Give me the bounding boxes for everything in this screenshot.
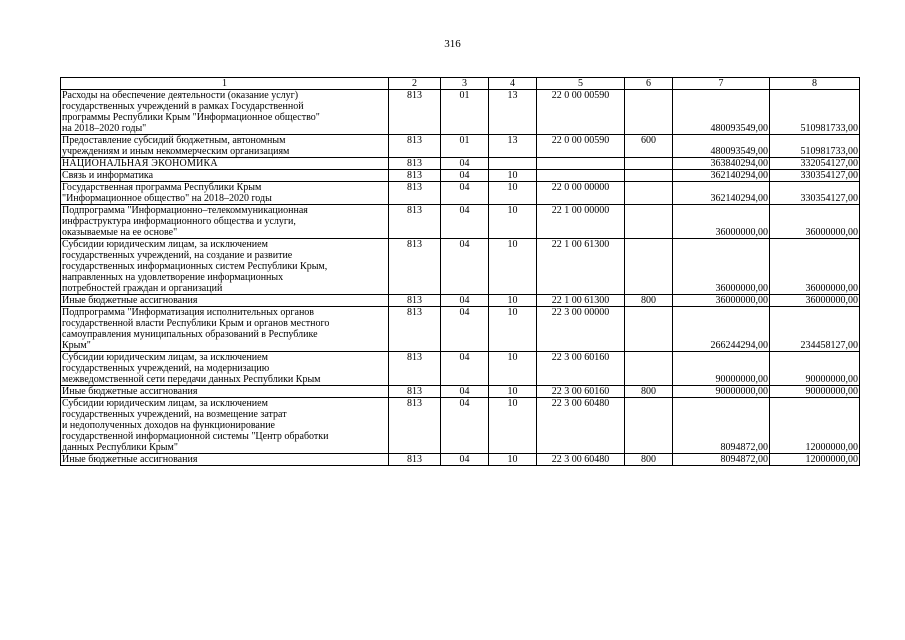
row-description bbox=[61, 158, 389, 170]
description-line: НАЦИОНАЛЬНАЯ ЭКОНОМИКА bbox=[62, 158, 218, 169]
description-line: государственных учреждений, на модернизацию bbox=[62, 363, 270, 374]
subsection-code-cell: 10 bbox=[489, 170, 537, 182]
header-cell: 8 bbox=[770, 78, 860, 90]
subsection-code-cell: 10 bbox=[489, 239, 537, 295]
description-line: Субсидии юридическим лицам, за исключением bbox=[62, 398, 268, 409]
row-description bbox=[61, 352, 389, 386]
subsection-code-cell: 10 bbox=[489, 352, 537, 386]
section-code-cell: 04 bbox=[441, 295, 489, 307]
expense-type-cell bbox=[625, 170, 673, 182]
target-article-cell: 22 3 00 00000 bbox=[537, 307, 625, 352]
subsection-code-cell: 10 bbox=[489, 205, 537, 239]
row-description bbox=[61, 135, 389, 158]
description-line: оказываемые на ее основе" bbox=[62, 227, 178, 238]
amount-2019-cell: 362140294,00 bbox=[673, 170, 770, 182]
admin-code-cell: 813 bbox=[389, 398, 441, 454]
target-article-cell: 22 0 00 00590 bbox=[537, 90, 625, 135]
admin-code-cell: 813 bbox=[389, 90, 441, 135]
header-cell: 4 bbox=[489, 78, 537, 90]
expense-type-cell bbox=[625, 90, 673, 135]
admin-code-cell: 813 bbox=[389, 454, 441, 466]
expense-type-cell bbox=[625, 239, 673, 295]
description-line: инфраструктура информационного общества и услуги, bbox=[62, 216, 296, 227]
subsection-code-cell bbox=[489, 158, 537, 170]
description-line: государственных учреждений, на возмещение затрат bbox=[62, 409, 287, 420]
row-description bbox=[61, 295, 389, 307]
table-row bbox=[61, 454, 860, 466]
row-description bbox=[61, 398, 389, 454]
description-line: Субсидии юридическим лицам, за исключением bbox=[62, 352, 268, 363]
amount-2020-cell: 510981733,00 bbox=[770, 90, 860, 135]
target-article-cell: 22 1 00 00000 bbox=[537, 205, 625, 239]
admin-code-cell: 813 bbox=[389, 295, 441, 307]
description-line: потребностей граждан и организаций bbox=[62, 283, 223, 294]
admin-code-cell: 813 bbox=[389, 386, 441, 398]
admin-code-cell: 813 bbox=[389, 182, 441, 205]
row-description bbox=[61, 386, 389, 398]
table-row bbox=[61, 307, 860, 352]
target-article-cell: 22 0 00 00590 bbox=[537, 135, 625, 158]
subsection-code-cell: 13 bbox=[489, 90, 537, 135]
table-row bbox=[61, 182, 860, 205]
description-line: Иные бюджетные ассигнования bbox=[62, 295, 198, 306]
header-cell: 5 bbox=[537, 78, 625, 90]
section-code-cell: 01 bbox=[441, 90, 489, 135]
section-code-cell: 04 bbox=[441, 307, 489, 352]
description-line: Крым" bbox=[62, 340, 91, 351]
expense-type-cell bbox=[625, 307, 673, 352]
description-line: "Информационное общество" на 2018–2020 годы bbox=[62, 193, 272, 204]
table-row bbox=[61, 295, 860, 307]
amount-2019-cell: 36000000,00 bbox=[673, 239, 770, 295]
amount-2020-cell: 36000000,00 bbox=[770, 295, 860, 307]
amount-2019-cell: 36000000,00 bbox=[673, 205, 770, 239]
row-description bbox=[61, 205, 389, 239]
target-article-cell: 22 3 00 60160 bbox=[537, 386, 625, 398]
amount-2020-cell: 510981733,00 bbox=[770, 135, 860, 158]
target-article-cell bbox=[537, 170, 625, 182]
expense-type-cell bbox=[625, 205, 673, 239]
amount-2020-cell: 36000000,00 bbox=[770, 239, 860, 295]
description-line: государственной власти Республики Крым и органов местного bbox=[62, 318, 330, 329]
amount-2019-cell: 363840294,00 bbox=[673, 158, 770, 170]
admin-code-cell: 813 bbox=[389, 158, 441, 170]
table-row bbox=[61, 170, 860, 182]
description-line: данных Республики Крым" bbox=[62, 442, 178, 453]
table-row bbox=[61, 205, 860, 239]
amount-2020-cell: 332054127,00 bbox=[770, 158, 860, 170]
amount-2020-cell: 90000000,00 bbox=[770, 386, 860, 398]
header-cell: 7 bbox=[673, 78, 770, 90]
subsection-code-cell: 10 bbox=[489, 295, 537, 307]
expense-type-cell bbox=[625, 182, 673, 205]
description-line: Иные бюджетные ассигнования bbox=[62, 386, 198, 397]
amount-2019-cell: 8094872,00 bbox=[673, 454, 770, 466]
amount-2019-cell: 36000000,00 bbox=[673, 295, 770, 307]
amount-2020-cell: 330354127,00 bbox=[770, 182, 860, 205]
expense-type-cell bbox=[625, 352, 673, 386]
amount-2019-cell: 480093549,00 bbox=[673, 135, 770, 158]
amount-2019-cell: 8094872,00 bbox=[673, 398, 770, 454]
row-description bbox=[61, 454, 389, 466]
description-line: программы Республики Крым "Информационное общество" bbox=[62, 112, 320, 123]
amount-2019-cell: 90000000,00 bbox=[673, 386, 770, 398]
target-article-cell bbox=[537, 158, 625, 170]
table-row bbox=[61, 352, 860, 386]
description-line: Связь и информатика bbox=[62, 170, 154, 181]
description-line: государственных учреждений в рамках Государственной bbox=[62, 101, 304, 112]
header-cell: 1 bbox=[61, 78, 389, 90]
section-code-cell: 04 bbox=[441, 352, 489, 386]
admin-code-cell: 813 bbox=[389, 135, 441, 158]
section-code-cell: 04 bbox=[441, 239, 489, 295]
description-line: направленных на удовлетворение информационных bbox=[62, 272, 284, 283]
section-code-cell: 04 bbox=[441, 205, 489, 239]
header-cell: 2 bbox=[389, 78, 441, 90]
amount-2019-cell: 90000000,00 bbox=[673, 352, 770, 386]
table-row bbox=[61, 386, 860, 398]
description-line: Подпрограмма "Информационно–телекоммуникационная bbox=[62, 205, 308, 216]
description-line: Предоставление субсидий бюджетным, автономным bbox=[62, 135, 286, 146]
target-article-cell: 22 3 00 60480 bbox=[537, 454, 625, 466]
expense-type-cell bbox=[625, 158, 673, 170]
description-line: Государственная программа Республики Крым bbox=[62, 182, 262, 193]
amount-2020-cell: 12000000,00 bbox=[770, 454, 860, 466]
admin-code-cell: 813 bbox=[389, 307, 441, 352]
header-cell: 6 bbox=[625, 78, 673, 90]
amount-2019-cell: 480093549,00 bbox=[673, 90, 770, 135]
subsection-code-cell: 10 bbox=[489, 307, 537, 352]
description-line: Подпрограмма "Информатизация исполнительных органов bbox=[62, 307, 315, 318]
description-line: Субсидии юридическим лицам, за исключением bbox=[62, 239, 268, 250]
admin-code-cell: 813 bbox=[389, 170, 441, 182]
section-code-cell: 04 bbox=[441, 182, 489, 205]
subsection-code-cell: 10 bbox=[489, 454, 537, 466]
description-line: межведомственной сети передачи данных Республики Крым bbox=[62, 374, 321, 385]
section-code-cell: 04 bbox=[441, 398, 489, 454]
budget-table bbox=[60, 77, 860, 466]
table-header-row bbox=[61, 78, 860, 90]
row-description bbox=[61, 307, 389, 352]
expense-type-cell: 800 bbox=[625, 454, 673, 466]
row-description bbox=[61, 239, 389, 295]
description-line: Расходы на обеспечение деятельности (оказание услуг) bbox=[62, 90, 299, 101]
expense-type-cell: 600 bbox=[625, 135, 673, 158]
description-line: и недополученных доходов на функционирование bbox=[62, 420, 275, 431]
description-line: государственных учреждений, на создание и развитие bbox=[62, 250, 293, 261]
description-line: государственной информационной системы "Центр обработки bbox=[62, 431, 329, 442]
subsection-code-cell: 13 bbox=[489, 135, 537, 158]
amount-2020-cell: 12000000,00 bbox=[770, 398, 860, 454]
admin-code-cell: 813 bbox=[389, 239, 441, 295]
target-article-cell: 22 1 00 61300 bbox=[537, 295, 625, 307]
expense-type-cell: 800 bbox=[625, 295, 673, 307]
description-line: самоуправления муниципальных образований в Республике bbox=[62, 329, 318, 340]
amount-2019-cell: 266244294,00 bbox=[673, 307, 770, 352]
subsection-code-cell: 10 bbox=[489, 182, 537, 205]
row-description bbox=[61, 182, 389, 205]
amount-2020-cell: 234458127,00 bbox=[770, 307, 860, 352]
expense-type-cell bbox=[625, 398, 673, 454]
description-line: Иные бюджетные ассигнования bbox=[62, 454, 198, 465]
table-row bbox=[61, 158, 860, 170]
description-line: учреждениям и иным некоммерческим организациям bbox=[62, 146, 290, 157]
amount-2020-cell: 90000000,00 bbox=[770, 352, 860, 386]
row-description bbox=[61, 90, 389, 135]
table-row bbox=[61, 239, 860, 295]
header-cell: 3 bbox=[441, 78, 489, 90]
section-code-cell: 01 bbox=[441, 135, 489, 158]
target-article-cell: 22 0 00 00000 bbox=[537, 182, 625, 205]
admin-code-cell: 813 bbox=[389, 205, 441, 239]
page-number: 316 bbox=[444, 38, 461, 50]
description-line: государственных информационных систем Республики Крым, bbox=[62, 261, 328, 272]
amount-2019-cell: 362140294,00 bbox=[673, 182, 770, 205]
section-code-cell: 04 bbox=[441, 454, 489, 466]
target-article-cell: 22 1 00 61300 bbox=[537, 239, 625, 295]
section-code-cell: 04 bbox=[441, 170, 489, 182]
section-code-cell: 04 bbox=[441, 158, 489, 170]
description-line: на 2018–2020 годы" bbox=[62, 123, 147, 134]
expense-type-cell: 800 bbox=[625, 386, 673, 398]
target-article-cell: 22 3 00 60160 bbox=[537, 352, 625, 386]
admin-code-cell: 813 bbox=[389, 352, 441, 386]
target-article-cell: 22 3 00 60480 bbox=[537, 398, 625, 454]
row-description bbox=[61, 170, 389, 182]
table-row bbox=[61, 135, 860, 158]
table-row bbox=[61, 90, 860, 135]
subsection-code-cell: 10 bbox=[489, 386, 537, 398]
amount-2020-cell: 36000000,00 bbox=[770, 205, 860, 239]
amount-2020-cell: 330354127,00 bbox=[770, 170, 860, 182]
subsection-code-cell: 10 bbox=[489, 398, 537, 454]
section-code-cell: 04 bbox=[441, 386, 489, 398]
table-row bbox=[61, 398, 860, 454]
